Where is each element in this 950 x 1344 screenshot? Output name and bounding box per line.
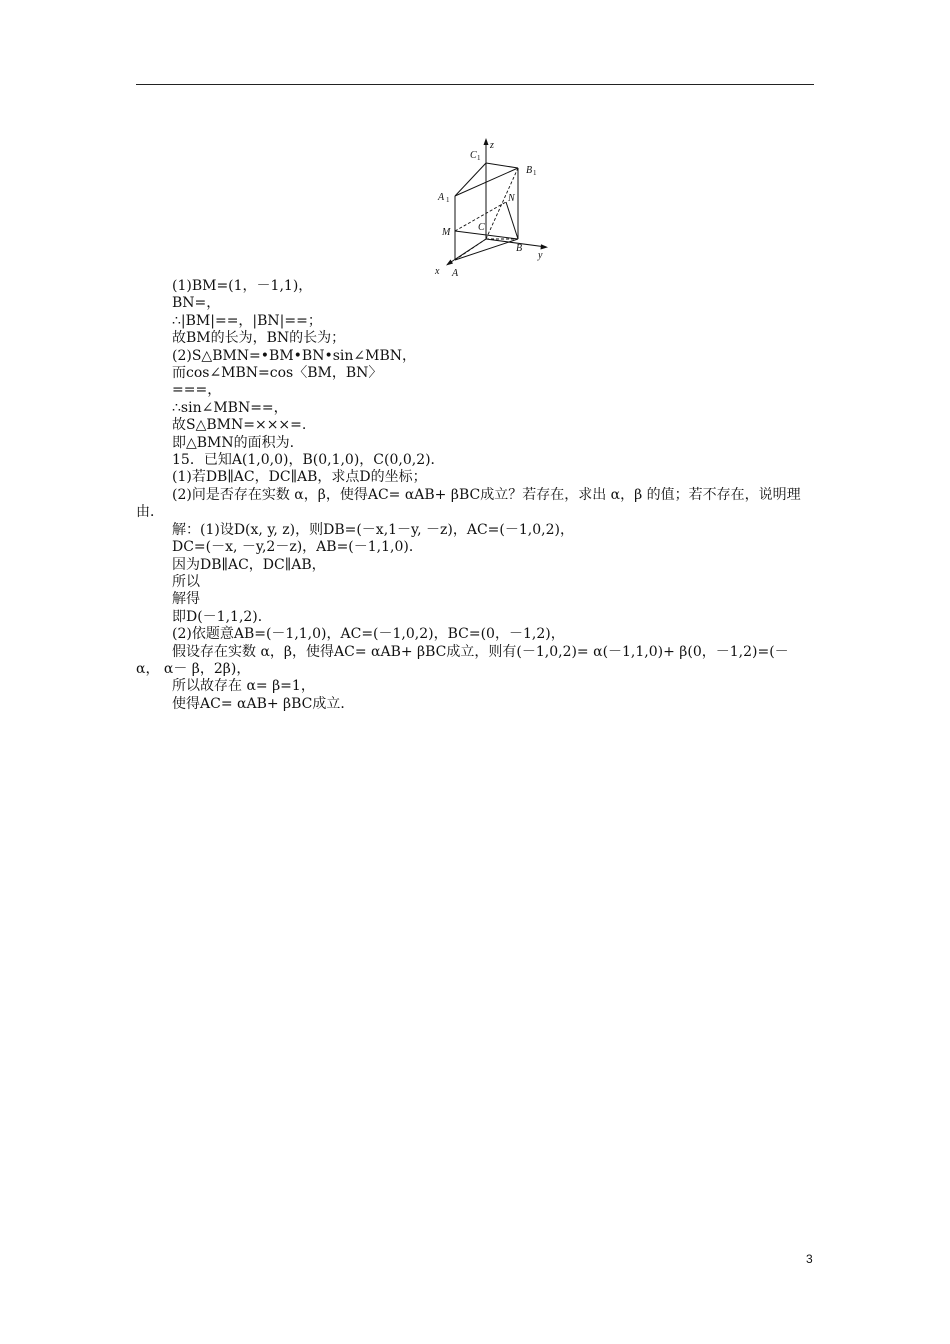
- label-x: x: [435, 266, 440, 277]
- text-line: 所以故存在 α= β=1，: [172, 678, 315, 695]
- label-B: B: [516, 243, 523, 254]
- label-N: N: [508, 193, 515, 204]
- prism-figure: [428, 136, 568, 280]
- text-line: 而cos∠MBN=cos〈BM，BN〉: [172, 365, 383, 382]
- label-A: A: [452, 268, 459, 279]
- text-line: 即D(－1,1,2)．: [172, 608, 272, 625]
- text-line: 因为DB∥AC，DC∥AB，: [172, 556, 326, 573]
- text-line: 解：(1)设D(x, y, z)，则DB=(－x,1－y, －z)，AC=(－1,0,2)，: [172, 521, 574, 538]
- text-line: ∴|BM|==，|BN|==；: [172, 312, 322, 329]
- label-z: z: [490, 140, 494, 151]
- text-line: (1)BM=(1，－1,1)，: [172, 278, 313, 294]
- text-line: 故BM的长为，BN的长为；: [172, 330, 346, 347]
- solution-text: [136, 278, 816, 713]
- text-line: BN=，: [172, 295, 221, 312]
- text-line: (2)依题意AB=(－1,1,0)，AC=(－1,0,2)，BC=(0，－1,2)，: [172, 626, 565, 643]
- text-line: ∴sin∠MBN==，: [172, 399, 288, 416]
- label-A1: A: [438, 192, 445, 203]
- problem-15-part1: (1)若DB∥AC，DC∥AB，求点D的坐标；: [172, 469, 427, 486]
- problem-15-part2: (2)问是否存在实数 α，β，使得AC= αAB+ βBC成立？若存在，求出 α，β 的值；若不存在，说明理由．: [136, 486, 801, 521]
- text-line: 所以: [172, 573, 200, 590]
- label-y: y: [538, 250, 543, 261]
- text-line: 假设存在实数 α，β，使得AC= αAB+ βBC成立，则有(－1,0,2)= α(－1,1,0)+ β(0，－1,2)=(－ α， α－ β，2β)，: [136, 643, 789, 677]
- text-line: 故S△BMN=×××=.: [172, 417, 307, 434]
- label-B1: B: [526, 165, 533, 176]
- label-B1-sub: 1: [533, 169, 537, 177]
- text-line: ===，: [172, 382, 222, 399]
- label-C1-sub: 1: [477, 154, 481, 162]
- text-line: (2)S△BMN=•BM•BN•sin∠MBN，: [172, 347, 417, 364]
- text-line: 即△BMN的面积为.: [172, 434, 295, 451]
- problem-15-statement: 15．已知A(1,0,0)，B(0,1,0)，C(0,0,2)．: [172, 452, 445, 469]
- text-line: DC=(－x, －y,2－z)，AB=(－1,1,0)．: [172, 539, 423, 556]
- header-rule: [136, 84, 814, 85]
- label-C1: C: [470, 150, 477, 161]
- text-line: 解得: [172, 591, 200, 608]
- label-M: M: [442, 227, 451, 238]
- prism-diagram: [428, 136, 568, 280]
- label-C: C: [478, 222, 485, 233]
- text-line: 使得AC= αAB+ βBC成立．: [172, 695, 355, 712]
- page-number: 3: [806, 1252, 813, 1266]
- label-A1-sub: 1: [446, 196, 450, 204]
